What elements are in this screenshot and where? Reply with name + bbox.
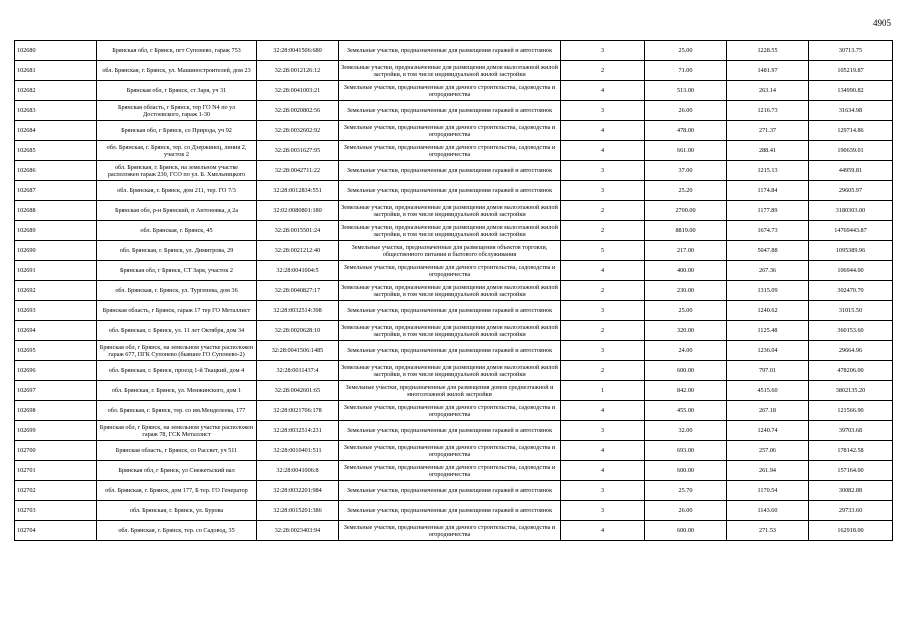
group-number: 2 [561, 361, 645, 381]
address-cell: Брянская область, г Брянск, гараж 17 тер ГО Металлист [97, 301, 257, 321]
cadastral-number: 32:28:0015201:386 [257, 501, 339, 521]
land-use-type: Земельные участки, предназначенные для размещения гаражей и автостоянок [339, 101, 561, 121]
group-number: 4 [561, 441, 645, 461]
cadastral-number: 32:28:0010401:511 [257, 441, 339, 461]
cadastral-value: 44959.81 [809, 161, 893, 181]
cadastral-number: 32:28:0021706:178 [257, 401, 339, 421]
cadastral-value-table [14, 40, 893, 541]
unit-value: 271.37 [727, 121, 809, 141]
land-use-type: Земельные участки, предназначенные для размещения гаражей и автостоянок [339, 161, 561, 181]
address-cell: обл. Брянская, г. Брянск, тер. со Дзержинец, линия 2, участок 2 [97, 141, 257, 161]
address-cell: Брянская обл, г Брянск, ул Снежетьский вал [97, 461, 257, 481]
cadastral-number: 32:28:0032201:984 [257, 481, 339, 501]
cadastral-number: 32:28:0041004:5 [257, 261, 339, 281]
unit-value: 1240.62 [727, 301, 809, 321]
group-number: 2 [561, 321, 645, 341]
record-number: 102681 [15, 61, 97, 81]
cadastral-number: 32:28:0015501:24 [257, 221, 339, 241]
cadastral-value: 3802135.20 [809, 381, 893, 401]
table-row [15, 401, 893, 421]
land-use-type: Земельные участки, предназначенные для размещения гаражей и автостоянок [339, 301, 561, 321]
area-value: 230.00 [645, 281, 727, 301]
cadastral-value: 121566.90 [809, 401, 893, 421]
table-row [15, 41, 893, 61]
area-value: 71.00 [645, 61, 727, 81]
cadastral-value: 190639.01 [809, 141, 893, 161]
cadastral-value: 360153.60 [809, 321, 893, 341]
cadastral-number: 32:28:0012126:12 [257, 61, 339, 81]
area-value: 24.00 [645, 341, 727, 361]
area-value: 513.00 [645, 81, 727, 101]
land-use-type: Земельные участки, предназначенные для размещения гаражей и автостоянок [339, 421, 561, 441]
record-number: 102689 [15, 221, 97, 241]
record-number: 102694 [15, 321, 97, 341]
address-cell: Брянская обл, г Брянск, на земельном участке расположен гараж 677, ПГК Супонево (бывшее ГО Супонево-2) [97, 341, 257, 361]
table-row [15, 281, 893, 301]
cadastral-number: 32:28:0021212:40 [257, 241, 339, 261]
area-value: 600.00 [645, 461, 727, 481]
record-number: 102693 [15, 301, 97, 321]
table-row [15, 481, 893, 501]
cadastral-number: 32:28:0041506:1485 [257, 341, 339, 361]
group-number: 3 [561, 101, 645, 121]
cadastral-value: 178142.58 [809, 441, 893, 461]
group-number: 3 [561, 161, 645, 181]
unit-value: 1170.54 [727, 481, 809, 501]
record-number: 102704 [15, 521, 97, 541]
table-row [15, 61, 893, 81]
address-cell: Брянская обл, г Брянск, СТ Заря, участок 2 [97, 261, 257, 281]
cadastral-number: 32:28:0041003:21 [257, 81, 339, 101]
area-value: 217.00 [645, 241, 727, 261]
group-number: 5 [561, 241, 645, 261]
table-row [15, 161, 893, 181]
land-use-type: Земельные участки, предназначенные для размещения домов малоэтажной жилой застройки, в том числе индивидуальной жилой застройки [339, 201, 561, 221]
land-use-type: Земельные участки, предназначенные для размещения гаражей и автостоянок [339, 341, 561, 361]
unit-value: 4515.60 [727, 381, 809, 401]
table-body [15, 41, 893, 541]
group-number: 4 [561, 521, 645, 541]
table-row [15, 141, 893, 161]
group-number: 4 [561, 141, 645, 161]
land-use-type: Земельные участки, предназначенные для дачного строительства, садоводства и огородничества [339, 461, 561, 481]
group-number: 3 [561, 41, 645, 61]
address-cell: Брянская область, г Брянск, со Рассвет, уч 511 [97, 441, 257, 461]
group-number: 3 [561, 421, 645, 441]
cadastral-number: 32:28:0020802:56 [257, 101, 339, 121]
cadastral-number: 32:28:0032514:398 [257, 301, 339, 321]
address-cell: Брянская обл, г Брянск, пгт Супонево, гараж 753 [97, 41, 257, 61]
record-number: 102700 [15, 441, 97, 461]
group-number: 3 [561, 301, 645, 321]
table-row [15, 501, 893, 521]
cadastral-value: 14769443.87 [809, 221, 893, 241]
record-number: 102699 [15, 421, 97, 441]
unit-value: 1143.60 [727, 501, 809, 521]
land-use-type: Земельные участки, предназначенные для дачного строительства, садоводства и огородничества [339, 261, 561, 281]
area-value: 661.00 [645, 141, 727, 161]
land-use-type: Земельные участки, предназначенные для размещения объектов торговли, общественного питания и бытового обслуживания [339, 241, 561, 261]
page-number: 4905 [873, 18, 891, 28]
cadastral-number: 32:02:0080801:180 [257, 201, 339, 221]
unit-value: 263.14 [727, 81, 809, 101]
table-row [15, 361, 893, 381]
record-number: 102703 [15, 501, 97, 521]
land-use-type: Земельные участки, предназначенные для дачного строительства, садоводства и огородничества [339, 521, 561, 541]
record-number: 102697 [15, 381, 97, 401]
address-cell: Брянская обл, р-н Брянский, п Антоновка, д 2а [97, 201, 257, 221]
table-row [15, 201, 893, 221]
cadastral-number: 32:28:0042711:22 [257, 161, 339, 181]
unit-value: 288.41 [727, 141, 809, 161]
land-use-type: Земельные участки, предназначенные для дачного строительства, садоводства и огородничества [339, 401, 561, 421]
area-value: 693.00 [645, 441, 727, 461]
area-value: 37.00 [645, 161, 727, 181]
address-cell: Брянская область, г Брянск, тер ГО N4 по ул Достоевского, гараж 1-30 [97, 101, 257, 121]
cadastral-number: 32:28:0023403:94 [257, 521, 339, 541]
area-value: 32.00 [645, 421, 727, 441]
unit-value: 1125.48 [727, 321, 809, 341]
address-cell: обл. Брянская, г. Брянск, ул. Машиностроителей, дом 23 [97, 61, 257, 81]
record-number: 102686 [15, 161, 97, 181]
cadastral-value: 129714.86 [809, 121, 893, 141]
unit-value: 1215.13 [727, 161, 809, 181]
cadastral-value: 478206.00 [809, 361, 893, 381]
address-cell: Брянская обл, г Брянск, со Природа, уч 92 [97, 121, 257, 141]
record-number: 102688 [15, 201, 97, 221]
table-row [15, 221, 893, 241]
cadastral-value: 29664.96 [809, 341, 893, 361]
cadastral-number: 32:28:0032514:231 [257, 421, 339, 441]
table-row [15, 81, 893, 101]
address-cell: обл. Брянская, г. Брянск, 45 [97, 221, 257, 241]
table-row [15, 301, 893, 321]
group-number: 3 [561, 501, 645, 521]
record-number: 102701 [15, 461, 97, 481]
cadastral-number: 32:28:0011437:4 [257, 361, 339, 381]
unit-value: 5047.88 [727, 241, 809, 261]
area-value: 600.00 [645, 521, 727, 541]
table-row [15, 181, 893, 201]
area-value: 320.00 [645, 321, 727, 341]
cadastral-value: 31634.98 [809, 101, 893, 121]
record-number: 102683 [15, 101, 97, 121]
group-number: 2 [561, 221, 645, 241]
address-cell: обл. Брянская, г. Брянск, дом 177, Б тер. ГО Генератор [97, 481, 257, 501]
land-use-type: Земельные участки, предназначенные для размещения домов малоэтажной жилой застройки, в том числе индивидуальной жилой застройки [339, 61, 561, 81]
area-value: 26.00 [645, 501, 727, 521]
cadastral-value: 134990.82 [809, 81, 893, 101]
area-value: 25.00 [645, 41, 727, 61]
address-cell: обл. Брянская, г. Брянск, ул. Димитрова, 29 [97, 241, 257, 261]
unit-value: 797.01 [727, 361, 809, 381]
table-row [15, 101, 893, 121]
cadastral-number: 32:28:0041506:680 [257, 41, 339, 61]
cadastral-value: 29733.60 [809, 501, 893, 521]
group-number: 2 [561, 61, 645, 81]
cadastral-number: 32:28:0031627:95 [257, 141, 339, 161]
area-value: 400.00 [645, 261, 727, 281]
area-value: 8819.00 [645, 221, 727, 241]
table-row [15, 461, 893, 481]
cadastral-value: 31015.50 [809, 301, 893, 321]
table-row [15, 341, 893, 361]
table-row [15, 421, 893, 441]
address-cell: обл. Брянская, г. Брянск, тер. со им.Менделеева, 177 [97, 401, 257, 421]
unit-value: 1174.84 [727, 181, 809, 201]
cadastral-number: 32:28:0012834:551 [257, 181, 339, 201]
address-cell: обл. Брянская, г. Брянск, ул. Менжинского, дом 1 [97, 381, 257, 401]
cadastral-value: 302470.70 [809, 281, 893, 301]
address-cell: обл. Брянская, г. Брянск, проезд 1-й Ткацкий, дом 4 [97, 361, 257, 381]
cadastral-value: 30082.88 [809, 481, 893, 501]
land-use-type: Земельные участки, предназначенные для размещения домов малоэтажной жилой застройки, в том числе индивидуальной жилой застройки [339, 321, 561, 341]
group-number: 4 [561, 401, 645, 421]
cadastral-value: 39703.68 [809, 421, 893, 441]
record-number: 102691 [15, 261, 97, 281]
address-cell: обл. Брянская, г. Брянск, ул. 11 лет Октября, дом 34 [97, 321, 257, 341]
land-use-type: Земельные участки, предназначенные для дачного строительства, садоводства и огородничества [339, 441, 561, 461]
record-number: 102685 [15, 141, 97, 161]
area-value: 2700.00 [645, 201, 727, 221]
group-number: 4 [561, 81, 645, 101]
record-number: 102698 [15, 401, 97, 421]
address-cell: обл. Брянская, г. Брянск, ул. Бурова [97, 501, 257, 521]
unit-value: 1216.73 [727, 101, 809, 121]
record-number: 102690 [15, 241, 97, 261]
record-number: 102687 [15, 181, 97, 201]
cadastral-value: 105219.87 [809, 61, 893, 81]
area-value: 25.20 [645, 181, 727, 201]
group-number: 4 [561, 121, 645, 141]
table-row [15, 121, 893, 141]
record-number: 102684 [15, 121, 97, 141]
area-value: 25.00 [645, 301, 727, 321]
area-value: 25.70 [645, 481, 727, 501]
group-number: 3 [561, 481, 645, 501]
table-row [15, 381, 893, 401]
area-value: 455.00 [645, 401, 727, 421]
land-use-type: Земельные участки, предназначенные для дачного строительства, садоводства и огородничества [339, 141, 561, 161]
land-use-type: Земельные участки, предназначенные для размещения домов малоэтажной жилой застройки, в том числе индивидуальной жилой застройки [339, 281, 561, 301]
unit-value: 1228.55 [727, 41, 809, 61]
cadastral-number: 32:28:0041006:8 [257, 461, 339, 481]
record-number: 102696 [15, 361, 97, 381]
cadastral-value: 157164.00 [809, 461, 893, 481]
address-cell: Брянская обл, г Брянск, ст Заря, уч 31 [97, 81, 257, 101]
area-value: 600.00 [645, 361, 727, 381]
address-cell: обл. Брянская, г. Брянск, ул. Тургенева, дом 36 [97, 281, 257, 301]
group-number: 3 [561, 341, 645, 361]
land-use-type: Земельные участки, предназначенные для размещения гаражей и автостоянок [339, 41, 561, 61]
cadastral-value: 3180303.00 [809, 201, 893, 221]
cadastral-number: 32:28:0020628:10 [257, 321, 339, 341]
land-use-type: Земельные участки, предназначенные для размещения гаражей и автостоянок [339, 481, 561, 501]
unit-value: 271.53 [727, 521, 809, 541]
cadastral-number: 32:28:0042601:65 [257, 381, 339, 401]
table-row [15, 521, 893, 541]
table-row [15, 441, 893, 461]
land-use-type: Земельные участки, предназначенные для размещения домов малоэтажной жилой застройки, в том числе индивидуальной жилой застройки [339, 361, 561, 381]
cadastral-value: 1095389.96 [809, 241, 893, 261]
area-value: 26.00 [645, 101, 727, 121]
unit-value: 257.06 [727, 441, 809, 461]
unit-value: 1674.73 [727, 221, 809, 241]
unit-value: 267.36 [727, 261, 809, 281]
land-use-type: Земельные участки, предназначенные для дачного строительства, садоводства и огородничества [339, 81, 561, 101]
group-number: 4 [561, 461, 645, 481]
address-cell: обл. Брянская, г. Брянск, тер. со Садовод, 35 [97, 521, 257, 541]
land-use-type: Земельные участки, предназначенные для размещения домов среднеэтажной и многоэтажной жилой застройки [339, 381, 561, 401]
unit-value: 1177.89 [727, 201, 809, 221]
table-row [15, 321, 893, 341]
address-cell: обл. Брянская, г. Брянск, дом 211, тер. ГО 7/3 [97, 181, 257, 201]
group-number: 1 [561, 381, 645, 401]
land-use-type: Земельные участки, предназначенные для размещения домов малоэтажной жилой застройки, в том числе индивидуальной жилой застройки [339, 221, 561, 241]
unit-value: 1236.04 [727, 341, 809, 361]
unit-value: 1481.97 [727, 61, 809, 81]
record-number: 102702 [15, 481, 97, 501]
record-number: 102680 [15, 41, 97, 61]
cadastral-number: 32:28:0040827:17 [257, 281, 339, 301]
cadastral-value: 162918.00 [809, 521, 893, 541]
unit-value: 261.94 [727, 461, 809, 481]
land-use-type: Земельные участки, предназначенные для дачного строительства, садоводства и огородничества [339, 121, 561, 141]
land-use-type: Земельные участки, предназначенные для размещения гаражей и автостоянок [339, 501, 561, 521]
table-row [15, 241, 893, 261]
table-row [15, 261, 893, 281]
group-number: 2 [561, 201, 645, 221]
area-value: 842.00 [645, 381, 727, 401]
record-number: 102682 [15, 81, 97, 101]
group-number: 4 [561, 261, 645, 281]
cadastral-value: 106944.00 [809, 261, 893, 281]
unit-value: 267.18 [727, 401, 809, 421]
address-cell: Брянская обл, г Брянск, на земельном участке расположен гараж 78, ГСК Металлист [97, 421, 257, 441]
area-value: 478.00 [645, 121, 727, 141]
unit-value: 1240.74 [727, 421, 809, 441]
cadastral-value: 29605.97 [809, 181, 893, 201]
record-number: 102692 [15, 281, 97, 301]
address-cell: обл. Брянская, г. Брянск, на земельном участке расположен гараж 230, ГСО по ул. Б. Хмельницкого [97, 161, 257, 181]
cadastral-number: 32:28:0032602:92 [257, 121, 339, 141]
cadastral-value: 30713.75 [809, 41, 893, 61]
unit-value: 1315.09 [727, 281, 809, 301]
group-number: 3 [561, 181, 645, 201]
record-number: 102695 [15, 341, 97, 361]
group-number: 2 [561, 281, 645, 301]
land-use-type: Земельные участки, предназначенные для размещения гаражей и автостоянок [339, 181, 561, 201]
